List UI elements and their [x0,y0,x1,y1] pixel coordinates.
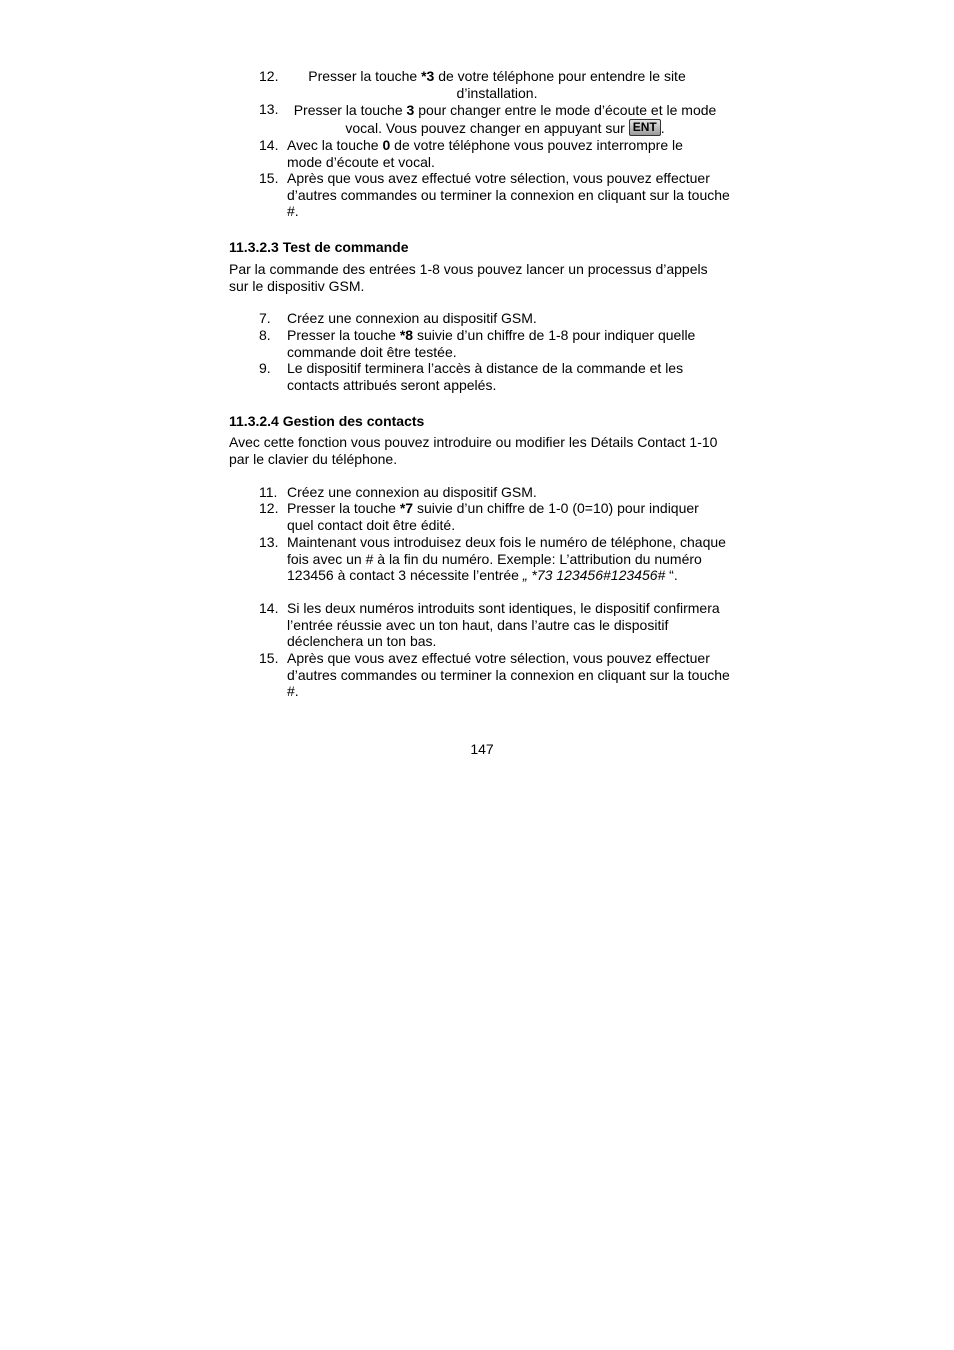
list-number: 8. [259,327,271,343]
list-text: Presser la touche 3 pour changer entre le mode d’écoute et le mode vocal. Vous pouvez changer en appuyant sur ENT . [293,102,717,136]
list-number: 12. [259,500,279,516]
list-number: 15. [259,650,279,666]
list-number: 9. [259,360,271,376]
list-text: Après que vous avez effectué votre sélection, vous pouvez effectuer d’autres commandes ou terminer la connexion en cliquant sur la touche #. [287,170,730,219]
list-text: Le dispositif terminera l’accès à distance de la commande et les contacts attribués seront appelés. [287,360,684,393]
list-text: Maintenant vous introduisez deux fois le numéro de téléphone, chaque fois avec un # à la fin du numéro. Exemple: L’attribution du numéro 123456 à contact 3 nécessite l’entrée „ *73 123456#123456# “. [287,534,726,583]
list-number: 15. [259,170,279,186]
list-text: Si les deux numéros introduits sont identiques, le dispositif confirmera l’entrée réussie avec un ton haut, dans l’autre cas le dispositif déclenchera un ton bas. [287,600,720,649]
list-number: 14. [259,137,279,153]
ent-key-icon: ENT [629,119,661,136]
list-text: Presser la touche *8 suivie d’un chiffre de 1-8 pour indiquer quelle commande doit être testée. [287,327,696,360]
list-text: Presser la touche *7 suivie d’un chiffre de 1-0 (0=10) pour indiquer quel contact doit être édité. [287,500,699,533]
list-number: 13. [259,101,279,117]
list-text: Presser la touche *3 de votre téléphone pour entendre le site d’installation. [308,68,686,101]
list-number: 14. [259,600,279,616]
list-text: Après que vous avez effectué votre sélection, vous pouvez effectuer d’autres commandes ou terminer la connexion en cliquant sur la touche #. [287,650,730,699]
section-heading: 11.3.2.3 Test de commande [229,239,409,255]
section-intro: Avec cette fonction vous pouvez introduire ou modifier les Détails Contact 1-10 par le clavier du téléphone. [229,434,718,467]
section-heading: 11.3.2.4 Gestion des contacts [229,413,425,429]
list-text: Créez une connexion au dispositif GSM. [287,484,537,500]
page-number: 147 [470,741,494,757]
list-number: 7. [259,310,271,326]
list-text: Créez une connexion au dispositif GSM. [287,310,537,326]
list-number: 12. [259,68,279,84]
list-number: 13. [259,534,279,550]
section-intro: Par la commande des entrées 1-8 vous pouvez lancer un processus d’appels sur le dispositiv GSM. [229,261,708,294]
list-text: Avec la touche 0 de votre téléphone vous pouvez interrompre le mode d’écoute et vocal. [287,137,683,170]
list-number: 11. [259,484,278,500]
